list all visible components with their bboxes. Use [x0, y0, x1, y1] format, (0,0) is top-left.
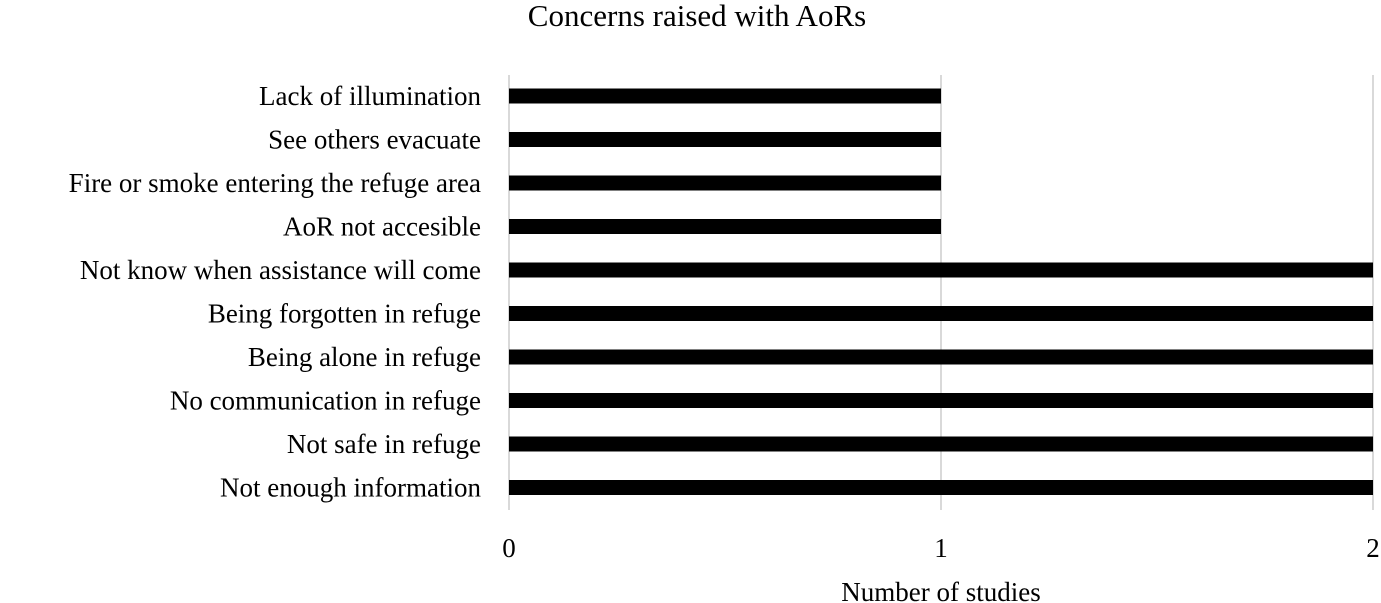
- category-label-6: Being forgotten in refuge: [207, 298, 481, 329]
- category-labels: [69, 81, 482, 503]
- bar-8: [509, 393, 1373, 408]
- x-tick-label-2: 2: [1366, 533, 1380, 563]
- category-label-4: AoR not accesible: [283, 211, 481, 242]
- category-label-2: See others evacuate: [268, 124, 481, 155]
- bar-1: [509, 89, 941, 104]
- bar-2: [509, 132, 941, 147]
- x-tick-label-0: 0: [502, 533, 516, 563]
- bar-9: [509, 437, 1373, 452]
- category-label-10: Not enough information: [220, 472, 481, 503]
- category-label-9: Not safe in refuge: [286, 429, 481, 459]
- category-label-8: No communication in refuge: [169, 385, 481, 416]
- bar-6: [509, 306, 1373, 321]
- x-tick-label-1: 1: [934, 533, 948, 563]
- chart-title: Concerns raised with AoRs: [527, 0, 867, 33]
- bar-5: [509, 263, 1373, 278]
- bar-10: [509, 480, 1373, 495]
- category-label-7: Being alone in refuge: [247, 342, 481, 372]
- x-axis-title: Number of studies: [841, 577, 1041, 603]
- bar-4: [509, 219, 941, 234]
- bar-7: [509, 350, 1373, 365]
- category-label-3: Fire or smoke entering the refuge area: [68, 168, 481, 198]
- bar-3: [509, 176, 941, 191]
- x-tick-labels: [502, 533, 1380, 563]
- category-label-1: Lack of illumination: [259, 81, 481, 111]
- category-label-5: Not know when assistance will come: [79, 255, 481, 285]
